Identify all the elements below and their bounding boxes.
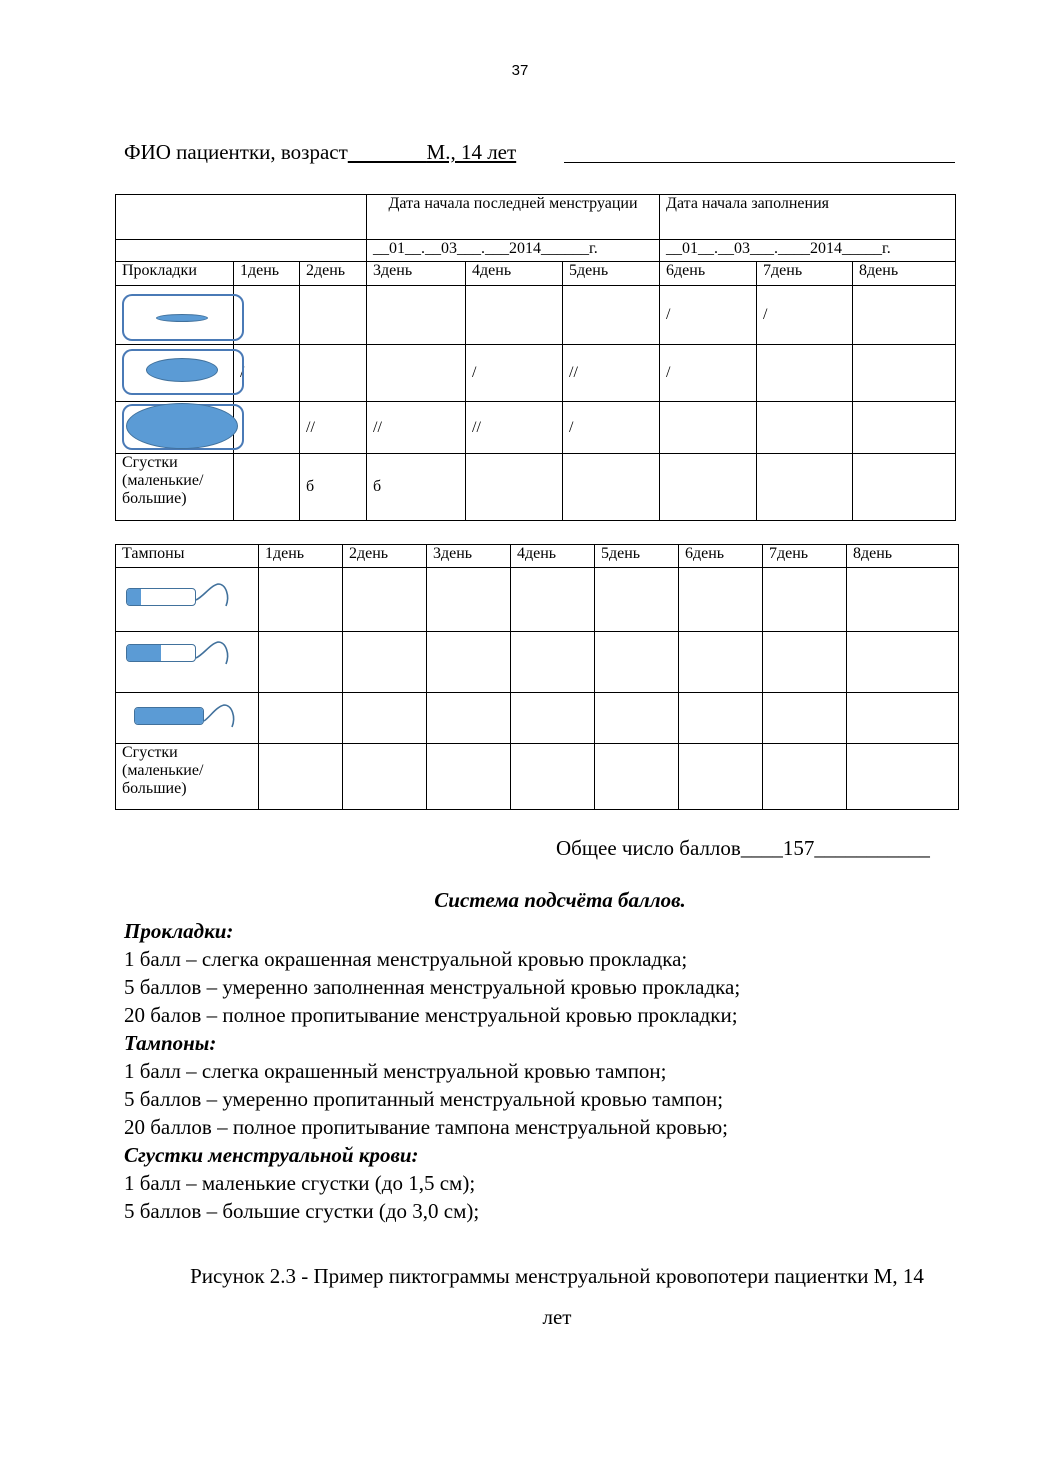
cell [300,286,367,345]
cell [259,632,343,693]
tampon-clots-row [116,744,959,810]
cell [679,693,763,744]
day-header: 3день [367,262,466,286]
heavy-pad-icon [116,402,233,452]
day-header: 2день [343,545,427,568]
cell [466,454,563,521]
scoring-heading: Система подсчёта баллов. [434,888,686,912]
cell [427,693,511,744]
cell [367,345,466,402]
cell [757,454,853,521]
pad-icon-cell [116,286,234,345]
day-header: 5день [563,262,660,286]
scoring-line: 5 баллов – умеренно пропитанный менструальной кровью тампон; [124,1087,724,1111]
total-label: Общее число баллов____ [556,836,783,860]
day-header: 7день [757,262,853,286]
day-header: 5день [595,545,679,568]
cell [343,568,427,632]
scoring-line: 20 балов – полное пропитывание менструальной кровью прокладки; [124,1003,738,1027]
tampons-table [115,544,959,810]
day-header: 8день [847,545,959,568]
cell: / [757,286,853,345]
cell [853,454,956,521]
cell [757,402,853,454]
cell [300,345,367,402]
scoring-line: 1 балл – слегка окрашенный менструальной кровью тампон; [124,1059,667,1083]
day-header: 1день [259,545,343,568]
cell [660,402,757,454]
cell [853,286,956,345]
cell: / [466,345,563,402]
page-number: 37 [511,62,529,79]
cell [259,744,343,810]
cell [343,744,427,810]
day-header: 4день [466,262,563,286]
day-header: 6день [679,545,763,568]
pads-header-row [116,262,956,286]
cell [563,286,660,345]
cell [847,632,959,693]
cell [466,286,563,345]
tampons-header-row [116,545,959,568]
cell: б [367,454,466,521]
date-menses: __01__.__03___.___2014______г. [367,240,660,262]
cell: // [466,402,563,454]
pad-row-medium [116,345,956,402]
clots-label: Сгустки (маленькие/ большие) [116,744,259,810]
cell [763,632,847,693]
cell [511,632,595,693]
pad-icon-cell [116,345,234,402]
tampon-row-light [116,568,959,632]
pads-table [115,194,956,521]
tampon-icon-cell [116,568,259,632]
tampons-row-header: Тампоны [116,545,259,568]
pad-row-light [116,286,956,345]
cell [595,693,679,744]
day-header: 4день [511,545,595,568]
medium-pad-icon [116,345,233,400]
tampon-row-heavy [116,693,959,744]
cell [427,568,511,632]
total-trail: ___________ [814,836,930,860]
cell [595,632,679,693]
scoring-line: 5 баллов – умеренно заполненная менструальной кровью прокладка; [124,975,741,999]
cell [234,454,300,521]
pads-corner-cell [116,195,367,240]
medium-tampon-icon [116,632,258,672]
cell [763,744,847,810]
pad-row-heavy [116,402,956,454]
day-header: 6день [660,262,757,286]
total-value: 157 [782,836,815,860]
scoring-line: 1 балл – маленькие сгустки (до 1,5 см); [124,1171,476,1195]
clots-label: Сгустки (маленькие/ большие) [116,454,234,521]
cell [595,568,679,632]
date-fill: __01__.__03___.____2014_____г. [660,240,956,262]
heavy-tampon-icon [116,693,258,733]
cell [679,568,763,632]
cell [343,632,427,693]
day-header: 1день [234,262,300,286]
cell [511,693,595,744]
tampon-icon-cell [116,632,259,693]
start-fill-label: Дата начала заполнения [660,195,956,240]
scoring-line: 20 баллов – полное пропитывание тампона менструальной кровью; [124,1115,728,1139]
cell [343,693,427,744]
cell [259,693,343,744]
day-header: 2день [300,262,367,286]
pads-scoring-heading: Прокладки: [124,919,234,943]
cell [660,454,757,521]
pad-icon-cell [116,402,234,454]
cell: / [660,345,757,402]
fio-underline [564,162,955,163]
cell [511,568,595,632]
fio-blank [348,140,427,164]
cell [563,454,660,521]
tampons-scoring-heading: Тампоны: [124,1031,217,1055]
cell [511,744,595,810]
total-score [556,836,930,861]
cell: // [563,345,660,402]
cell [847,693,959,744]
cell [595,744,679,810]
light-tampon-icon [116,568,258,608]
day-header: 3день [427,545,511,568]
light-pad-icon [116,286,233,343]
fio-label: ФИО пациентки, возраст [124,140,348,164]
patient-info [124,140,516,165]
day-header: 8день [853,262,956,286]
scoring-line: 1 балл – слегка окрашенная менструальной кровью прокладка; [124,947,688,971]
cell [679,744,763,810]
tampon-row-medium [116,632,959,693]
cell [367,286,466,345]
day-header: 7день [763,545,847,568]
cell: б [300,454,367,521]
cell: // [367,402,466,454]
cell [679,632,763,693]
cell [847,568,959,632]
cell [847,744,959,810]
start-menses-label: Дата начала последней менструации [367,195,660,240]
figure-caption-continued: лет [542,1305,572,1329]
cell: / [563,402,660,454]
cell [427,632,511,693]
cell [427,744,511,810]
cell: // [300,402,367,454]
cell: / [660,286,757,345]
cell [853,402,956,454]
cell [763,568,847,632]
pad-clots-row [116,454,956,521]
pads-corner-cell-2 [116,240,367,262]
cell [757,345,853,402]
scoring-line: 5 баллов – большие сгустки (до 3,0 см); [124,1199,480,1223]
clots-scoring-heading: Сгустки менструальной крови: [124,1143,419,1167]
cell [763,693,847,744]
tampon-icon-cell [116,693,259,744]
cell [259,568,343,632]
figure-caption: Рисунок 2.3 - Пример пиктограммы менструальной кровопотери пациентки М, 14 [190,1264,924,1288]
pads-row-header: Прокладки [116,262,234,286]
fio-value: М., 14 лет [426,140,517,164]
cell: / [234,345,300,402]
cell [853,345,956,402]
